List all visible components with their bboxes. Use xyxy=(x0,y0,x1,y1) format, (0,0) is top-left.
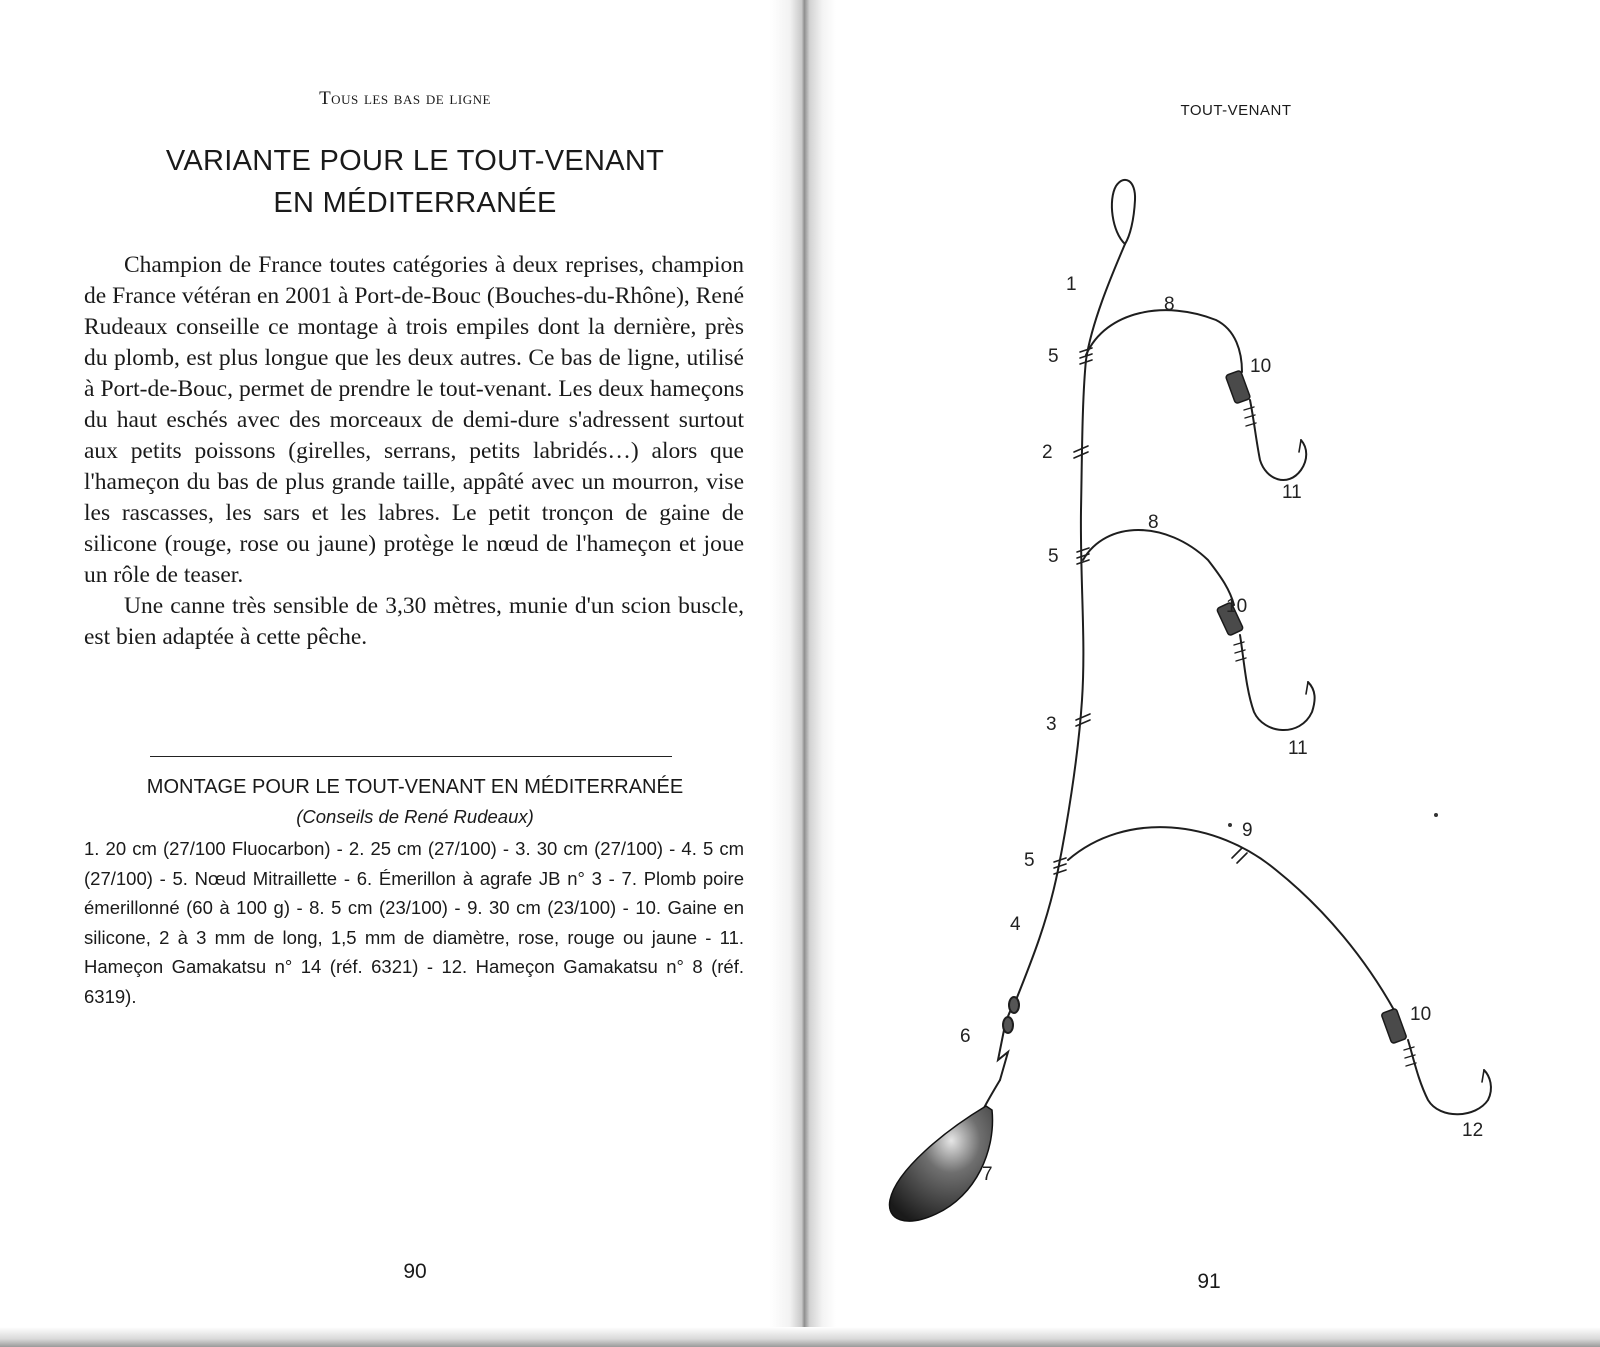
paragraph-2: Une canne très sensible de 3,30 mètres, munie d'un scion buscle, est bien adaptée à cette pêche. xyxy=(84,593,744,650)
figure-caption-title: MONTAGE POUR LE TOUT-VENANT EN MÉDITERRANÉE xyxy=(146,776,684,798)
hook-11-middle xyxy=(1240,635,1315,730)
figure-caption-subtitle: (Conseils de René Rudeaux) xyxy=(296,806,534,827)
label-10a: 10 xyxy=(1250,356,1272,377)
label-10c: 10 xyxy=(1410,1004,1432,1025)
rig-diagram xyxy=(796,0,1600,1347)
top-loop xyxy=(1112,180,1135,244)
figure-caption-legend: 1. 20 cm (27/100 Fluocarbon) - 2. 25 cm (27/100) - 3. 30 cm (27/100) - 4. 5 cm (27/100) - 5. Nœud Mitraillette - 6. Émerillon à agrafe JB n° 3 - 7. Plomb poire émerillonné (60 à 100 g) - 8. 5 cm (23/100) - 9. 30 cm (23/100) - 10. Gaine en silicone, 2 à 3 mm de long, 1,5 mm de diamètre, rose, rouge ou jaune - 11. Hameçon Gamakatsu n° 14 (réf. 6321) - 12. Hameçon Gamakatsu n° 8 (réf. 6319). xyxy=(84,838,744,1007)
running-head-right: TOUT-VENANT xyxy=(1180,102,1292,119)
label-6: 6 xyxy=(960,1026,971,1047)
silicone-sleeve-1 xyxy=(1225,370,1250,404)
dropper-1 xyxy=(1086,310,1242,372)
dropper-3 xyxy=(1068,827,1394,1010)
hook-11-top xyxy=(1250,400,1306,480)
label-9: 9 xyxy=(1242,820,1253,841)
page-number-left: 90 xyxy=(403,1260,427,1283)
book-gutter-shadow xyxy=(770,0,836,1347)
label-4: 4 xyxy=(1010,914,1021,935)
chapter-title xyxy=(80,140,750,224)
label-11a: 11 xyxy=(1282,482,1302,503)
page-number-right: 91 xyxy=(1197,1270,1221,1293)
label-8a: 8 xyxy=(1164,294,1175,315)
label-12: 12 xyxy=(1462,1120,1484,1141)
bottom-page-edge xyxy=(0,1327,1600,1347)
body-text xyxy=(84,250,744,653)
label-5b: 5 xyxy=(1048,546,1059,567)
dropper-2 xyxy=(1083,530,1234,605)
label-1: 1 xyxy=(1066,274,1077,295)
left-page xyxy=(0,0,796,1347)
label-5c: 5 xyxy=(1024,850,1035,871)
label-11b: 11 xyxy=(1288,738,1308,759)
right-page xyxy=(796,0,1600,1347)
label-7: 7 xyxy=(982,1164,993,1185)
chapter-title-line-1: VARIANTE POUR LE TOUT-VENANT xyxy=(165,145,665,177)
label-2: 2 xyxy=(1042,442,1053,463)
lead-weight xyxy=(889,1106,992,1221)
label-3: 3 xyxy=(1046,714,1057,735)
running-head-left: Tous les bas de ligne xyxy=(319,88,491,109)
caption-divider xyxy=(150,756,672,757)
label-8b: 8 xyxy=(1148,512,1159,533)
label-5a: 5 xyxy=(1048,346,1059,367)
label-10b: 10 xyxy=(1226,596,1248,617)
main-line xyxy=(1016,244,1125,1000)
silicone-sleeve-3 xyxy=(1381,1008,1407,1044)
chapter-title-line-2: EN MÉDITERRANÉE xyxy=(273,187,557,219)
hook-12 xyxy=(1408,1040,1491,1114)
paragraph-1: Champion de France toutes catégories à deux reprises, champion de France vétéran en 2001 à Port-de-Bouc (Bouches-du-Rhône), René Rudeaux conseille ce montage à trois empiles dont la dernière, près du plomb, est plus longue que les deux autres. Ce bas de ligne, utilisé à Port-de-Bouc, permet de prendre le tout-venant. Les deux hameçons du haut eschés avec des morceaux de demi-dure s'adressent surtout aux petits poissons (girelles, serrans, petits labridés…) alors que l'hameçon du bas de plus grande taille, appâté avec un mourron, vise les rascasses, les sars et les labres. Le petit tronçon de gaine de silicone (rouge, rose ou jaune) protège le nœud de l'hameçon et joue un rôle de teaser. xyxy=(84,252,744,588)
